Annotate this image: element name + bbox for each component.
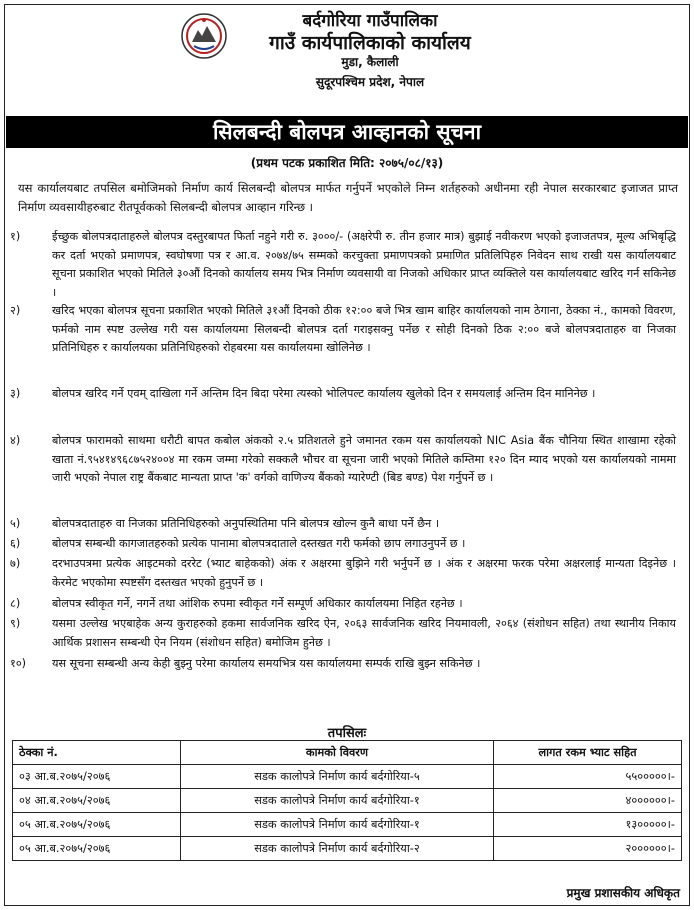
notice-intro: यस कार्यालयबाट तपसिल बमोजिमको निर्माण कार्य सिलबन्दी बोलपत्र मार्फत गर्नुपर्ने भएकोले निम्न शर्तहरुको अधीनमा रही नेपाल सरकारबाट इजाजत प्राप्त निर्माण व्यवसायीहरुबाट रीतपूर्वकको सिलबन्दी बोलपत्र आव्हान गरिन्छ ।	[18, 181, 678, 214]
condition-number: १)	[10, 230, 21, 243]
condition-number: ३)	[10, 387, 21, 400]
conditions-list	[10, 228, 684, 675]
contracts-table	[12, 740, 682, 861]
nepal-emblem-icon	[180, 12, 228, 60]
cell-cost: ४००००००।-	[494, 789, 682, 813]
cell-work-description: सडक कालोपत्रे निर्माण कार्य बर्दगोरिया-१	[181, 813, 494, 837]
cell-work-description: सडक कालोपत्रे निर्माण कार्य बर्दगोरिया-२	[181, 837, 494, 861]
condition-item	[10, 655, 684, 675]
condition-number: ५)	[10, 517, 21, 530]
office-name: गाउँ कार्यपालिकाको कार्यालय	[269, 32, 471, 54]
table-row	[13, 813, 682, 837]
condition-number: ६)	[10, 537, 21, 550]
cell-work-description: सडक कालोपत्रे निर्माण कार्य बर्दगोरिया-१	[181, 789, 494, 813]
condition-text: बोलपत्र फारामको साथमा धरौटी बापत कबोल अंकको २.५ प्रतिशतले हुने जमानत रकम यस कार्यालयको NIC Asia बैंक चौनिया स्थित शाखामा रहेको खाता नं.९५४१४९६८७५२४००४ मा रकम जम्मा गरेको सक्कलै भौचर वा सूचना जारी भएको मितिले कम्तिमा १२० दिन म्याद भएको यस कार्यालयको नाममा जारी भएको नेपाल राष्ट्र बैंकबाट मान्यता प्राप्त 'क' वर्गको वाणिज्य बैंकको ग्यारेण्टी (बिड बण्ड) पेश गर्नुपर्ने छ ।	[52, 434, 676, 484]
condition-text: बोलपत्रदाताहरु वा निजका प्रतिनिधिहरुको अनुपस्थितिमा पनि बोलपत्र खोल्न कुनै बाधा पर्ने छैन ।	[52, 517, 440, 530]
condition-number: ८)	[10, 597, 21, 610]
notice-title: सिलबन्दी बोलपत्र आव्हानको सूचना	[6, 116, 688, 148]
header-contract-no: ठेक्का नं.	[13, 741, 181, 765]
condition-text: यसमा उल्लेख भएबाहेक अन्य कुराहरुको हकमा सार्वजनिक खरिद ऐन, २०६३ सार्वजनिक खरिद नियमावली, २०६४ (संशोधन सहित) तथा स्थानीय निकाय आर्थिक प्रशासन सम्बन्धी ऐन नियम (संशोधन सहित) बमोजिम हुनेछ ।	[52, 617, 676, 649]
condition-number: ७)	[10, 557, 21, 570]
condition-text: यस सूचना सम्बन्धी अन्य केही बुझ्नु परेमा कार्यालय समयभित्र यस कार्यालयमा सम्पर्क राखि बुझ्न सकिनेछ ।	[52, 657, 481, 670]
cell-cost: १३०००००।-	[494, 813, 682, 837]
condition-item	[10, 555, 684, 595]
condition-item	[10, 302, 684, 385]
condition-number: १०)	[10, 657, 26, 670]
cell-cost: २००००००।-	[494, 837, 682, 861]
office-province: सुदूरपश्चिम प्रदेश, नेपाल	[315, 75, 425, 89]
condition-item	[10, 535, 684, 555]
header-cost: लागत रकम भ्याट सहित	[494, 741, 682, 765]
condition-text: खरिद भएका बोलपत्र सूचना प्रकाशित भएको मितिले ३१औं दिनको ठीक १२:०० बजे भित्र खाम बाहिर कार्यालयको नाम ठेगाना, ठेक्का नं., कामको विवरण, फर्मको नाम स्पष्ट उल्लेख गरी यस कार्यालयमा सिलबन्दी बोलपत्र दर्ता गराइसक्नु पर्नेछ र सोही दिनको ठिक २:०० बजे बोलपत्रदाताहरु वा निजका प्रतिनिधिहरु र कार्यालयका प्रतिनिधिहरुको रोहबरमा यस कार्यालयमा खोलिनेछ ।	[52, 304, 676, 354]
condition-number: ४)	[10, 434, 21, 447]
cell-contract-no: ०४ आ.ब.२०७५/२०७६	[13, 789, 181, 813]
condition-number: ९)	[10, 617, 21, 630]
condition-item	[10, 228, 684, 302]
condition-item	[10, 385, 684, 432]
condition-number: २)	[10, 304, 21, 317]
cell-contract-no: ०३ आ.ब.२०७५/२०७६	[13, 765, 181, 789]
condition-text: बोलपत्र सम्बन्धी कागजातहरुको प्रत्येक पानामा बोलपत्रदाताले दस्तखत गरी फर्मको छाप लगाउनुपर्ने छ ।	[52, 537, 466, 550]
condition-item	[10, 615, 684, 655]
cell-contract-no: ०५ आ.ब.२०७५/२०७६	[13, 837, 181, 861]
municipality-name: बर्दगोरिया गाउँपालिका	[302, 11, 438, 31]
condition-text: ईच्छुक बोलपत्रदाताहरुले बोलपत्र दस्तुरबापत फिर्ता नहुने गरी रु. ३०००/- (अक्षरेपी रु. तीन हजार मात्र) बुझाई नवीकरण भएको इजाजतपत्र, मूल्य अभिबृद्धि कर दर्ता भएको प्रमाणपत्र, स्वघोषणा पत्र र आ.व. २०७४/७५ सम्मको करचुक्ता प्रमाणपत्रको प्रमाणित प्रतिलिपिहरु निवेदन साथ राखी यस कार्यालयबाट सूचना प्रकाशित भएको मितिले ३०औं दिनको कार्यालय समय भित्र निर्माण व्यवसायी वा निजको अधिकार प्राप्त व्यक्तिले यस कार्यालयबाट खरिद गर्न सकिनेछ ।	[52, 230, 676, 299]
condition-text: बोलपत्र खरिद गर्ने एवम् दाखिला गर्ने अन्तिम दिन बिदा परेमा त्यस्को भोलिपल्ट कार्यालय खुलेको दिन र समयलाई अन्तिम दिन मानिनेछ ।	[52, 387, 596, 400]
table-row	[13, 837, 682, 861]
office-location: मुडा, कैलाली	[341, 55, 399, 69]
publish-date: (प्रथम पटक प्रकाशित मिति: २०७५/०८/१३)	[250, 156, 444, 170]
table-row	[13, 765, 682, 789]
table-header-row	[13, 741, 682, 765]
schedule-label: तपसिलः	[327, 726, 367, 741]
condition-item	[10, 432, 684, 515]
condition-item	[10, 595, 684, 615]
cell-cost: ५५०००००।-	[494, 765, 682, 789]
header-work-description: कामको विवरण	[181, 741, 494, 765]
condition-text: बोलपत्र स्वीकृत गर्ने, नगर्ने तथा आंशिक रुपमा स्वीकृत गर्ने सम्पूर्ण अधिकार कार्यालयमा निहित रहनेछ ।	[52, 597, 463, 610]
table-row	[13, 789, 682, 813]
cell-work-description: सडक कालोपत्रे निर्माण कार्य बर्दगोरिया-५	[181, 765, 494, 789]
condition-item	[10, 515, 684, 535]
condition-text: दरभाउपत्रमा प्रत्येक आइटमको दररेट (भ्याट बाहेकको) अंक र अक्षरमा बुझिने गरी भर्नुपर्ने छ । अंक र अक्षरमा फरक परेमा अक्षरलाई मान्यता दिइनेछ । केरमेट भएकोमा स्पष्टसँग दस्तखत भएको हुनुपर्ने छ ।	[52, 557, 676, 589]
signature-title: प्रमुख प्रशासकीय अधिकृत	[566, 886, 680, 900]
cell-contract-no: ०५ आ.ब.२०७५/२०७६	[13, 813, 181, 837]
